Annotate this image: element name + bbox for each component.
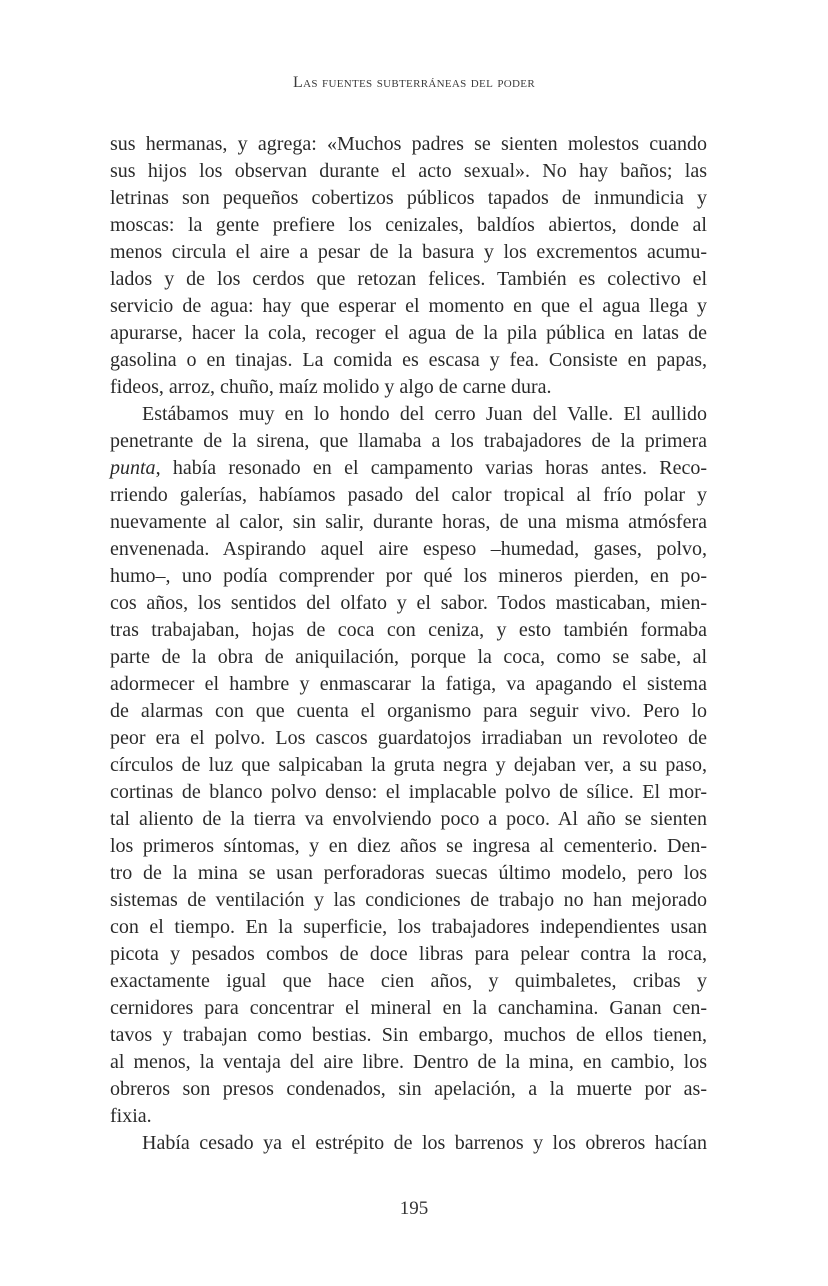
text-line: tro de la mina se usan perforadoras suecas último modelo, pero los	[110, 862, 707, 884]
text-line: tavos y trabajan como bestias. Sin embargo, muchos de ellos tienen,	[110, 1024, 707, 1046]
text-line: moscas: la gente prefiere los cenizales, baldíos abiertos, donde al	[110, 214, 707, 236]
running-header: Las fuentes subterráneas del poder	[293, 74, 535, 91]
text-line: letrinas son pequeños cobertizos públicos tapados de inmundicia y	[110, 187, 707, 209]
text-line: tras trabajaban, hojas de coca con ceniza, y esto también formaba	[110, 619, 707, 641]
text-line: menos circula el aire a pesar de la basura y los excrementos acumu-	[110, 241, 707, 263]
text-line: parte de la obra de aniquilación, porque la coca, como se sabe, al	[110, 646, 707, 668]
text-line: apurarse, hacer la cola, recoger el agua de la pila pública en latas de	[110, 322, 707, 344]
text-line: fideos, arroz, chuño, maíz molido y algo de carne dura.	[110, 376, 552, 398]
text-line: servicio de agua: hay que esperar el momento en que el agua llega y	[110, 295, 707, 317]
body-text	[110, 131, 707, 1157]
text-line: Estábamos muy en lo hondo del cerro Juan del Valle. El aullido	[142, 403, 707, 425]
text-line: sistemas de ventilación y las condiciones de trabajo no han mejorado	[110, 889, 707, 911]
text-line: círculos de luz que salpicaban la gruta negra y dejaban ver, a su paso,	[110, 754, 707, 776]
text-line: humo–, uno podía comprender por qué los mineros pierden, en po-	[110, 565, 707, 587]
text-line: cernidores para concentrar el mineral en la canchamina. Ganan cen-	[110, 997, 707, 1019]
text-line: cortinas de blanco polvo denso: el implacable polvo de sílice. El mor-	[110, 781, 707, 803]
text-line: sus hijos los observan durante el acto sexual». No hay baños; las	[110, 160, 707, 182]
text-line: gasolina o en tinajas. La comida es escasa y fea. Consiste en papas,	[110, 349, 707, 371]
text-line: envenenada. Aspirando aquel aire espeso –humedad, gases, polvo,	[110, 538, 707, 560]
text-line: exactamente igual que hace cien años, y quimbaletes, cribas y	[110, 970, 707, 992]
text-line: tal aliento de la tierra va envolviendo poco a poco. Al año se sienten	[110, 808, 707, 830]
text-line: adormecer el hambre y enmascarar la fatiga, va apagando el sistema	[110, 673, 707, 695]
text-line: punta, había resonado en el campamento varias horas antes. Reco-	[110, 457, 707, 479]
text-line: peor era el polvo. Los cascos guardatojos irradiaban un revoloteo de	[110, 727, 707, 749]
text-line: obreros son presos condenados, sin apelación, a la muerte por as-	[110, 1078, 707, 1100]
text-line: penetrante de la sirena, que llamaba a los trabajadores de la primera	[110, 430, 707, 452]
paragraph	[110, 401, 707, 1130]
text-line: cos años, los sentidos del olfato y el sabor. Todos masticaban, mien-	[110, 592, 707, 614]
paragraph	[110, 131, 707, 401]
text-line: lados y de los cerdos que retozan felices. También es colectivo el	[110, 268, 707, 290]
text-line: sus hermanas, y agrega: «Muchos padres se sienten molestos cuando	[110, 133, 707, 155]
text-line: los primeros síntomas, y en diez años se ingresa al cementerio. Den-	[110, 835, 707, 857]
paragraph	[110, 1130, 707, 1157]
text-line: nuevamente al calor, sin salir, durante horas, de una misma atmósfera	[110, 511, 707, 533]
text-line: al menos, la ventaja del aire libre. Dentro de la mina, en cambio, los	[110, 1051, 707, 1073]
text-line: fixia.	[110, 1105, 152, 1127]
text-line: con el tiempo. En la superficie, los trabajadores independientes usan	[110, 916, 707, 938]
page-number: 195	[399, 1198, 429, 1219]
italic-term: punta	[110, 457, 156, 479]
text-line: Había cesado ya el estrépito de los barrenos y los obreros hacían	[142, 1132, 707, 1154]
text-line: picota y pesados combos de doce libras para pelear contra la roca,	[110, 943, 707, 965]
text-line: rriendo galerías, habíamos pasado del calor tropical al frío polar y	[110, 484, 707, 506]
text-line: de alarmas con que cuenta el organismo para seguir vivo. Pero lo	[110, 700, 707, 722]
